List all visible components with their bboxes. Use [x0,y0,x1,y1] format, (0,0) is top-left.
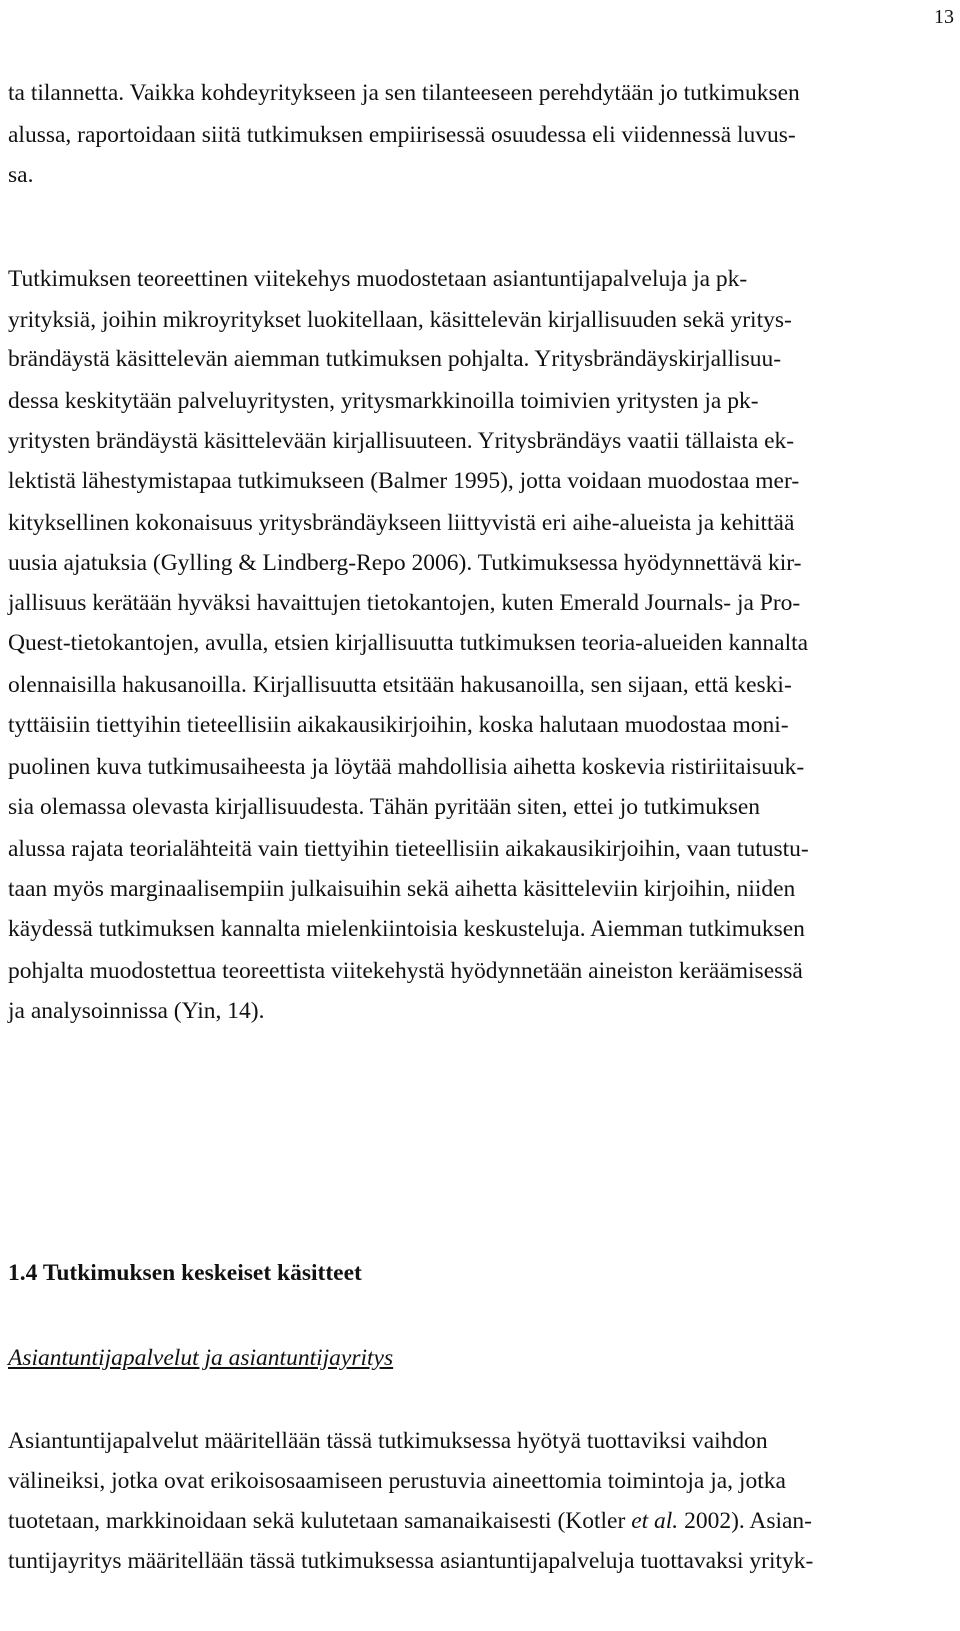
text-segment: 2002). Asian- [678,1508,812,1534]
text-line: yritysten brändäystä käsittelevään kirjallisuuteen. Yritysbrändäys vaatii tällaista ek- [8,428,795,454]
text-line: Asiantuntijapalvelut määritellään tässä tutkimuksessa hyötyä tuottaviksi vaihdon [8,1428,768,1454]
text-line: alussa, raportoidaan siitä tutkimuksen empiirisessä osuudessa eli viidennessä luvus- [8,122,796,148]
text-line: taan myös marginaalisempiin julkaisuihin sekä aihetta käsitteleviin kirjoihin, niiden [8,876,796,902]
text-line: uusia ajatuksia (Gylling & Lindberg-Repo 2006). Tutkimuksessa hyödynnettävä kir- [8,550,802,576]
text-line: alussa rajata teorialähteitä vain tiettyihin tieteellisiin aikakausikirjoihin, vaan tutustu- [8,836,809,862]
text-line: pohjalta muodostettua teoreettista viitekehystä hyödynnetään aineiston keräämisessä [8,958,803,984]
text-line: jallisuus kerätään hyväksi havaittujen tietokantojen, kuten Emerald Journals- ja Pro- [8,590,801,616]
text-line: kityksellinen kokonaisuus yritysbrändäykseen liittyvistä eri aihe-alueista ja kehittää [8,510,795,536]
text-line: lektistä lähestymistapaa tutkimukseen (Balmer 1995), jotta voidaan muodostaa mer- [8,468,800,494]
text-line: brändäystä käsittelevän aiemman tutkimuksen pohjalta. Yritysbrändäyskirjallisuu- [8,346,782,372]
page-number: 13 [934,6,954,28]
text-line: sia olemassa olevasta kirjallisuudesta. Tähän pyritään siten, ettei jo tutkimuksen [8,794,761,820]
text-line: olennaisilla hakusanoilla. Kirjallisuutta etsitään hakusanoilla, sen sijaan, että keski- [8,672,792,698]
text-line: käydessä tutkimuksen kannalta mielenkiintoisia keskusteluja. Aiemman tutkimuksen [8,916,805,942]
subsection-heading: Asiantuntijapalvelut ja asiantuntijayritys [8,1345,394,1371]
text-line: tuntijayritys määritellään tässä tutkimuksessa asiantuntijapalveluja tuottavaksi yrityk- [8,1548,814,1574]
text-line: ta tilannetta. Vaikka kohdeyritykseen ja sen tilanteeseen perehdytään jo tutkimuksen [8,80,800,106]
text-line: dessa keskitytään palveluyritysten, yritysmarkkinoilla toimivien yritysten ja pk- [8,388,759,414]
text-line: Tutkimuksen teoreettinen viitekehys muodostetaan asiantuntijapalveluja ja pk- [8,266,748,292]
text-segment: tuotetaan, markkinoidaan sekä kulutetaan samanaikaisesti (Kotler [8,1508,632,1534]
text-line: tyttäisiin tiettyihin tieteellisiin aikakausikirjoihin, koska halutaan muodostaa moni- [8,712,789,738]
text-line: puolinen kuva tutkimusaiheesta ja löytää mahdollisia aihetta koskevia ristiriitaisuuk- [8,754,805,780]
text-line: ja analysoinnissa (Yin, 14). [8,998,265,1024]
text-line: yrityksiä, joihin mikroyritykset luokitellaan, käsittelevän kirjallisuuden sekä yritys- [8,307,792,333]
text-line [8,1506,812,1536]
text-line: välineiksi, jotka ovat erikoisosaamiseen perustuvia aineettomia toimintoja ja, jotka [8,1468,786,1494]
text-line: Quest-tietokantojen, avulla, etsien kirjallisuutta tutkimuksen teoria-alueiden kannalta [8,630,809,656]
text-line: sa. [8,162,34,188]
section-heading: 1.4 Tutkimuksen keskeiset käsitteet [8,1260,362,1286]
citation-italic: et al. [631,1508,679,1534]
